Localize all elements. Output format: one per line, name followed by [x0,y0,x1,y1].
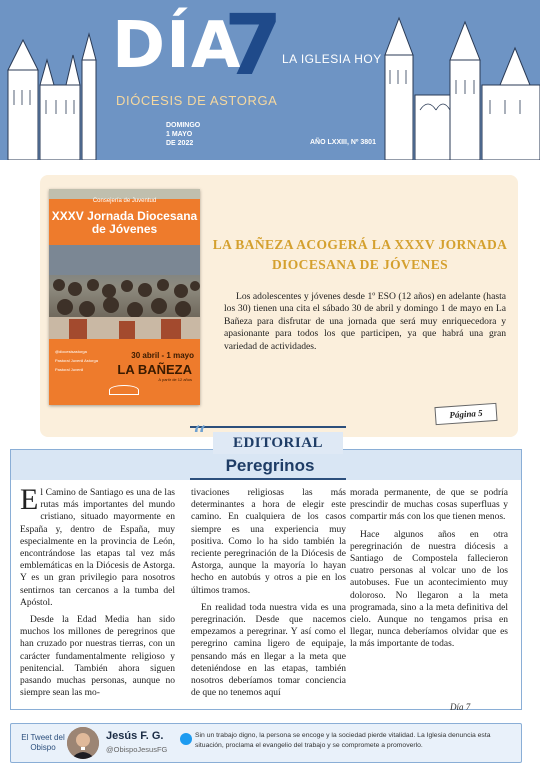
poster-social-list: @diocesisastorga Pastoral Juvenil Astorga Pastoral Juvenil [55,349,98,372]
tweet-author-handle: @ObispoJesusFG [106,745,168,754]
editorial-paragraph: Desde la Edad Media han sido muchos los millones de peregrinos que han cruzado por nuestras tierras, con un carácter fundamentalmente religioso y penitencial. También ahora siguen pasando muchas personas, aunque no siempre sean las mo- [20,615,175,699]
editorial-paragraph: Hace algunos años en otra peregrinación de nuestra diócesis a Santiago de Compostela fallecieron cuatro personas al volcar uno de los autobuses. Fue un acontecimiento muy doloroso. No llegaron a la meta programada, sino a la meta definitiva del cielo. Aunque no tengamos prisa en llegar, nunca deberíamos olvidar que es la más importante de todas. [350,529,508,650]
event-poster [49,189,200,405]
avatar-portrait [67,727,99,759]
twitter-bird-icon [180,733,192,745]
avatar [67,727,99,759]
diocese-name: DIÓCESIS DE ASTORGA [116,93,278,108]
poster-dates: 30 abril - 1 mayo [131,351,194,360]
tweet-text: Sin un trabajo digno, la persona se encoge y la sociedad pierde vitalidad. La Iglesia denuncia esta situación, proclama el evangelio del trabajo y se compromete a promoverlo. [195,732,491,749]
editorial-title-underline [190,478,346,480]
page-reference: Página 5 [434,403,497,425]
drop-cap: E [20,483,39,516]
editorial-signature: Día 7 [450,702,471,712]
poster-title: XXXV Jornada Diocesana de Jóvenes [51,209,198,236]
poster-crowd-photo [49,245,200,339]
editorial-label: EDITORIAL [213,432,343,454]
editorial-paragraph: tivaciones religiosas las más determinantes a hora de elegir este camino. En cualquiera de los casos siempre es una experiencia muy positiva. Como lo ha sido también la reciente peregrinación de la Diócesis de Astorga, aunque la mayoría lo hayan hecho en autobús y otros a pie en los últimos tramos. [191,488,346,596]
poster-age-note: A partir de 12 años [158,377,192,382]
editorial-column-1 [20,483,175,704]
logo-tagline: LA IGLESIA HOY [282,52,382,66]
poster-kicker: Consejería de Juventud [92,198,157,204]
quote-icon: “ [192,420,207,453]
feature-headline: LA BAÑEZA ACOGERÁ LA XXXV JORNADA DIOCESANA DE JÓVENES [212,237,508,272]
logo-seven: 7 [224,0,283,94]
masthead [0,0,540,160]
editorial-title: Peregrinos [225,456,315,475]
poster-place: LA BAÑEZA [117,362,192,377]
issue-date: DOMINGO 1 MAYO DE 2022 [166,122,201,147]
editorial-paragraph: morada permanente, de que se podría prescindir de muchas cosas superfluas y compartir más con los que tienen menos. [350,488,508,523]
editorial-rule [190,426,346,428]
issue-number: AÑO LXXIII, Nº 3801 [310,139,376,146]
tweet-author-name: Jesús F. G. [106,730,164,742]
editorial-paragraph: En realidad toda nuestra vida es una peregrinación. Desde que nacemos empezamos a peregrinar. Y así como el peregrino camina ligero de equipaje, pensando más en llegar a la meta que deteniéndose en las etapas, también nosotros deberíamos tomar conciencia de que no tenemos aquí [191,602,346,699]
editorial-column-2 [191,487,346,704]
tweet-label: El Tweet del Obispo [21,733,65,752]
logo-dia: DÍA [112,9,242,83]
poster-emblem-icon [109,385,139,395]
editorial-paragraph: El Camino de Santiago es una de las rutas más importantes del mundo cristiano, situado mayormente en España y, dentro de España, muy especialmente en la provincia de León, encontrándose las etapas tal vez más emblemáticas en la Diócesis de Astorga. Y es un gran privilegio para nosotros sentirnos tan cercanos a la tumba del Apóstol. [20,483,175,608]
editorial-column-3 [350,487,508,656]
feature-body: Los adolescentes y jóvenes desde 1º ESO (12 años) en adelante (hasta los 30) tienen una cita el sábado 30 de abril y domingo 1 de mayo en La Bañeza para disfrutar de una jornada que será muy enriquecedora y apasionante para todos los que participen, ya que habrá una gran variedad de actividades. [224,291,506,352]
crowd-photo-illustration [49,245,200,339]
